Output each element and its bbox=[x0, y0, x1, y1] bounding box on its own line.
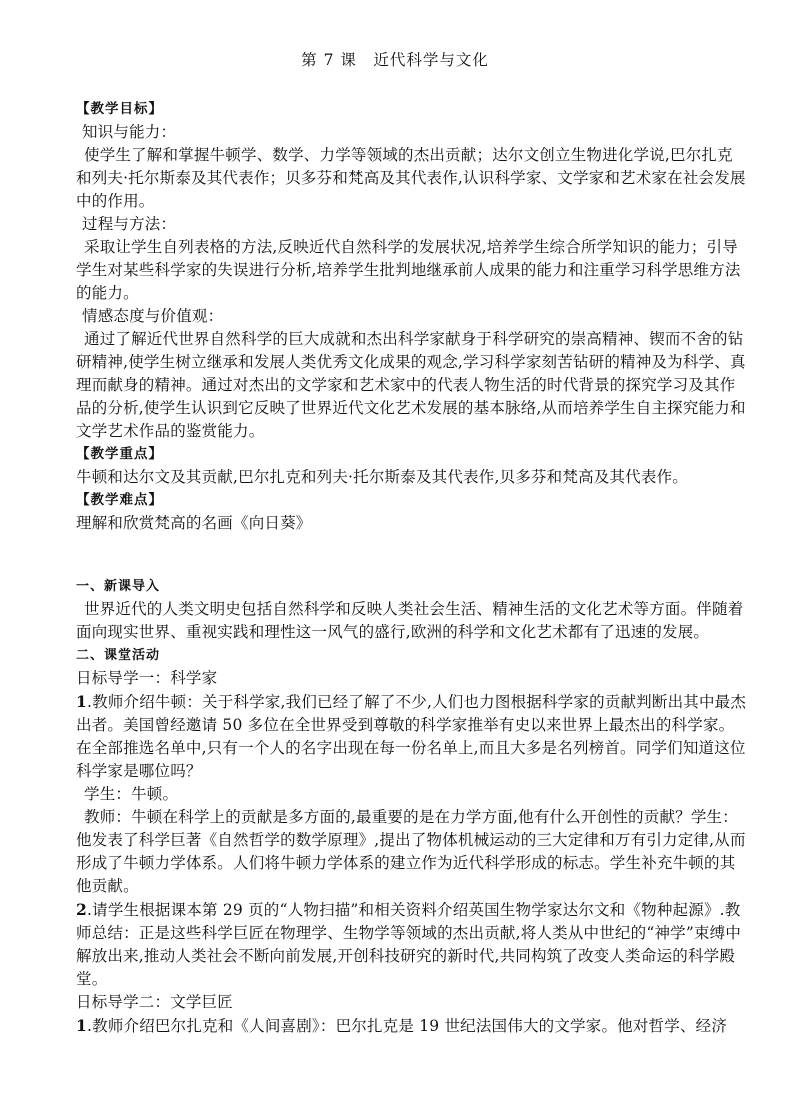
knowledge-text: 使学生了解和掌握牛顿学、数学、力学等领域的杰出贡献；达尔文创立生物进化学说,巴尔扎克和列夫·托尔斯泰及其代表作；贝多芬和梵高及其代表作,认识科学家、文学家和艺术家在社会发展中的作用。 bbox=[76, 146, 746, 210]
difficulty-heading: 【教学难点】 bbox=[76, 492, 163, 508]
process-label: 过程与方法： bbox=[82, 215, 177, 233]
goal1-heading: 日标导学一：科学家 bbox=[76, 669, 218, 687]
item3-number: 1 bbox=[76, 1016, 87, 1035]
emotion-text: 通过了解近代世界自然科学的巨大成就和杰出科学家献身于科学研究的崇高精神、锲而不舍的钻研精神,使学生树立继承和发展人类优秀文化成果的观念,学习科学家刻苦钻研的精神及为科学、真理而献身的精神。通过对杰出的文学家和艺术家中的代表人物生活的时代背景的探究学习及其作品的分析,使学生认识到它反映了世界近代文化艺术发展的基本脉络,从而培养学生自主探究能力和文学艺术作品的鉴赏能力。 bbox=[76, 330, 746, 440]
student-answer: 学生：牛顿。 bbox=[84, 785, 179, 803]
knowledge-label: 知识与能力： bbox=[82, 123, 177, 141]
process-text: 采取让学生自列表格的方法,反映近代自然科学的发展状况,培养学生综合所学知识的能力；引导学生对某些科学家的失误进行分析,培养学生批判地继承前人成果的能力和注重学习科学思维方法的能力。 bbox=[76, 238, 741, 302]
item1-number: 1 bbox=[76, 692, 87, 711]
item2-paragraph bbox=[76, 898, 748, 991]
lesson-title: 第 7 课 近代科学与文化 bbox=[301, 51, 489, 69]
objectives-heading: 【教学目标】 bbox=[76, 101, 163, 117]
item3-paragraph bbox=[76, 1014, 748, 1038]
teacher-remark: 教师：牛顿在科学上的贡献是多方面的,最重要的是在力学方面,他有什么开创性的贡献？学生：他发表了科学巨著《自然哲学的数学原理》,提出了物体机械运动的三大定律和万有引力定律,从而形成了牛顿力学体系。人们将牛顿力学体系的建立作为近代科学形成的标志。学生补充牛顿的其他贡献。 bbox=[76, 808, 746, 895]
section2-heading: 二、课堂活动 bbox=[76, 648, 161, 663]
emotion-label: 情感态度与价值观： bbox=[82, 307, 224, 325]
section1-text: 世界近代的人类文明史包括自然科学和反映人类社会生活、精神生活的文化艺术等方面。伴随着面向现实世界、重视实践和理性这一风气的盛行,欧洲的科学和文化艺术都有了迅速的发展。 bbox=[76, 600, 744, 641]
difficulty-text: 理解和欣赏梵高的名画《向日葵》 bbox=[76, 514, 312, 532]
item2-number: 2 bbox=[76, 900, 87, 919]
item3-text: .教师介绍巴尔扎克和《人间喜剧》：巴尔扎克是 19 世纪法国伟大的文学家。他对哲学、经济 bbox=[87, 1017, 728, 1035]
lesson-process bbox=[76, 575, 748, 1038]
item2-text: .请学生根据课本第 29 页的“人物扫描”和相关资料介绍英国生物学家达尔文和《物种起源》.教师总结：正是这些科学巨匠在物理学、生物学等领域的杰出贡献,将人类从中世纪的“神学”束缚中解放出来,推动人类社会不断向前发展,开创科技研究的新时代,共同构筑了改变人类命运的科学殿堂。 bbox=[76, 901, 742, 988]
goal2-heading: 日标导学二：文学巨匠 bbox=[76, 993, 234, 1011]
key-points-heading: 【教学重点】 bbox=[76, 446, 163, 462]
objectives-section bbox=[76, 98, 748, 535]
key-points-text: 牛顿和达尔文及其贡献,巴尔扎克和列夫·托尔斯泰及其代表作,贝多芬和梵高及其代表作。 bbox=[76, 468, 688, 486]
item1-text: .教师介绍牛顿：关于科学家,我们已经了解了不少,人们也力图根据科学家的贡献判断出其中最杰出者。美国曾经邀请 50 多位在全世界受到尊敬的科学家推举有史以来世界上最杰出的科学家。在全部推选名单中,只有一个人的名字出现在每一份名单上,而且大多是名列榜首。同学们知道这位科学家是哪位吗？ bbox=[76, 693, 747, 780]
item1-paragraph bbox=[76, 690, 748, 783]
section1-heading: 一、新课导入 bbox=[76, 579, 161, 594]
